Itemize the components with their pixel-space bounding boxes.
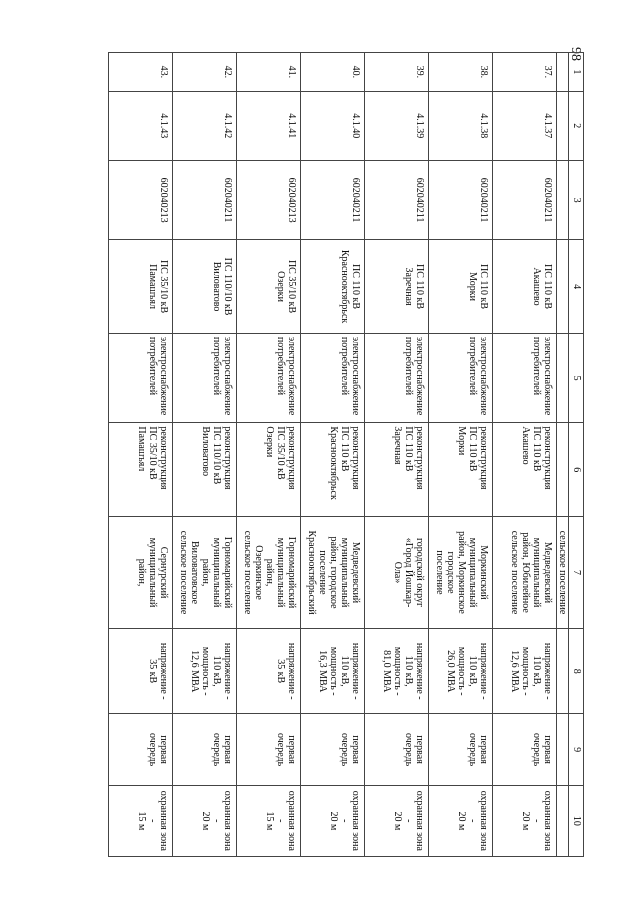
object-cell: ПС 35/10 кВ Памашъял: [109, 240, 173, 334]
action-cell: реконструкция ПС 110 кВ Морки: [429, 423, 493, 517]
purpose-cell: электроснабжение потребителей: [173, 333, 237, 423]
zone-cell: охранная зона - 20 м: [173, 785, 237, 856]
row-number-cell: 38.: [429, 53, 493, 92]
header-cell: 8: [569, 628, 584, 713]
rotated-table-block: [124, 52, 584, 857]
location-cell: Сернурский муниципальный район,: [109, 517, 173, 629]
carry-over-row: [557, 53, 569, 857]
action-cell: реконструкция ПС 110 кВ Акашево: [493, 423, 557, 517]
header-cell: 2: [569, 91, 584, 160]
location-cell: Моркинский муниципальный район, Моркинское городское поселение: [429, 517, 493, 629]
zone-cell: охранная зона - 15 м: [237, 785, 301, 856]
code-cell: 4.1.41: [237, 91, 301, 160]
params-cell: напряжение - 110 кВ, мощность - 81,0 МВА: [365, 628, 429, 713]
carry-over-text: сельское поселение: [557, 517, 569, 629]
purpose-cell: электроснабжение потребителей: [109, 333, 173, 423]
purpose-cell: электроснабжение потребителей: [493, 333, 557, 423]
object-cell: ПС 110 кВ Краснооктябрьск: [301, 240, 365, 334]
header-cell: 9: [569, 714, 584, 785]
table-row: [237, 53, 301, 857]
header-cell: 5: [569, 333, 584, 423]
id-cell: 602040211: [173, 160, 237, 239]
location-cell: Горномарийский муниципальный район, Виловатовское сельское поселение: [173, 517, 237, 629]
header-cell: 3: [569, 160, 584, 239]
table-row: [365, 53, 429, 857]
stage-cell: первая очередь: [109, 714, 173, 785]
code-cell: 4.1.39: [365, 91, 429, 160]
code-cell: 4.1.43: [109, 91, 173, 160]
table-row: [173, 53, 237, 857]
object-cell: ПС 35/10 кВ Озерки: [237, 240, 301, 334]
purpose-cell: электроснабжение потребителей: [365, 333, 429, 423]
action-cell: реконструкция ПС 110/10 кВ Виловатово: [173, 423, 237, 517]
zone-cell: охранная зона - 15 м: [109, 785, 173, 856]
code-cell: 4.1.40: [301, 91, 365, 160]
zone-cell: охранная зона - 20 м: [365, 785, 429, 856]
stage-cell: первая очередь: [173, 714, 237, 785]
location-cell: Медведевский муниципальный район, городское поселение Краснооктябрьский: [301, 517, 365, 629]
action-cell: реконструкция ПС 35/10 кВ Памашъял: [109, 423, 173, 517]
header-cell: 7: [569, 517, 584, 629]
zone-cell: охранная зона - 20 м: [493, 785, 557, 856]
id-cell: 602040213: [237, 160, 301, 239]
id-cell: 602040211: [429, 160, 493, 239]
purpose-cell: электроснабжение потребителей: [237, 333, 301, 423]
object-cell: ПС 110 кВ Акашево: [493, 240, 557, 334]
params-cell: напряжение - 110 кВ, мощность - 26,0 МВА: [429, 628, 493, 713]
header-cell: 1: [569, 53, 584, 92]
id-cell: 602040213: [109, 160, 173, 239]
purpose-cell: электроснабжение потребителей: [301, 333, 365, 423]
params-cell: напряжение - 110 кВ, мощность - 12,6 МВА: [493, 628, 557, 713]
zone-cell: охранная зона - 20 м: [301, 785, 365, 856]
params-cell: напряжение - 35 кВ: [237, 628, 301, 713]
header-row: [569, 53, 584, 857]
action-cell: реконструкция ПС 110 кВ Краснооктябрьск: [301, 423, 365, 517]
object-cell: ПС 110 кВ Заречная: [365, 240, 429, 334]
row-number-cell: 39.: [365, 53, 429, 92]
table-body: [109, 53, 557, 857]
row-number-cell: 41.: [237, 53, 301, 92]
object-cell: ПС 110 кВ Морки: [429, 240, 493, 334]
stage-cell: первая очередь: [429, 714, 493, 785]
action-cell: реконструкция ПС 110 кВ Заречная: [365, 423, 429, 517]
stage-cell: первая очередь: [301, 714, 365, 785]
code-cell: 4.1.42: [173, 91, 237, 160]
params-cell: напряжение - 110 кВ, мощность - 16,3 МВА: [301, 628, 365, 713]
header-cell: 6: [569, 423, 584, 517]
table-row: [109, 53, 173, 857]
header-cell: 10: [569, 785, 584, 856]
zone-cell: охранная зона - 20 м: [429, 785, 493, 856]
location-cell: Горномарийский муниципальный район, Озеркинское сельское поселение: [237, 517, 301, 629]
header-cell: 4: [569, 240, 584, 334]
row-number-cell: 43.: [109, 53, 173, 92]
purpose-cell: электроснабжение потребителей: [429, 333, 493, 423]
table-row: [429, 53, 493, 857]
table-row: [493, 53, 557, 857]
id-cell: 602040211: [365, 160, 429, 239]
row-number-cell: 37.: [493, 53, 557, 92]
stage-cell: первая очередь: [493, 714, 557, 785]
location-cell: Медведевский муниципальный район, Юбилейное сельское поселение: [493, 517, 557, 629]
object-cell: ПС 110/10 кВ Виловатово: [173, 240, 237, 334]
code-cell: 4.1.37: [493, 91, 557, 160]
params-cell: напряжение - 35 кВ: [109, 628, 173, 713]
row-number-cell: 40.: [301, 53, 365, 92]
action-cell: реконструкция ПС 35/10 кВ Озерки: [237, 423, 301, 517]
stage-cell: первая очередь: [365, 714, 429, 785]
page-number: 98: [568, 47, 583, 61]
stage-cell: первая очередь: [237, 714, 301, 785]
location-cell: городской округ «Город Йошкар- Ола»: [365, 517, 429, 629]
infrastructure-table: [108, 52, 584, 857]
row-number-cell: 42.: [173, 53, 237, 92]
params-cell: напряжение - 110 кВ, мощность - 12,6 МВА: [173, 628, 237, 713]
id-cell: 602040211: [493, 160, 557, 239]
table-row: [301, 53, 365, 857]
id-cell: 602040211: [301, 160, 365, 239]
code-cell: 4.1.38: [429, 91, 493, 160]
